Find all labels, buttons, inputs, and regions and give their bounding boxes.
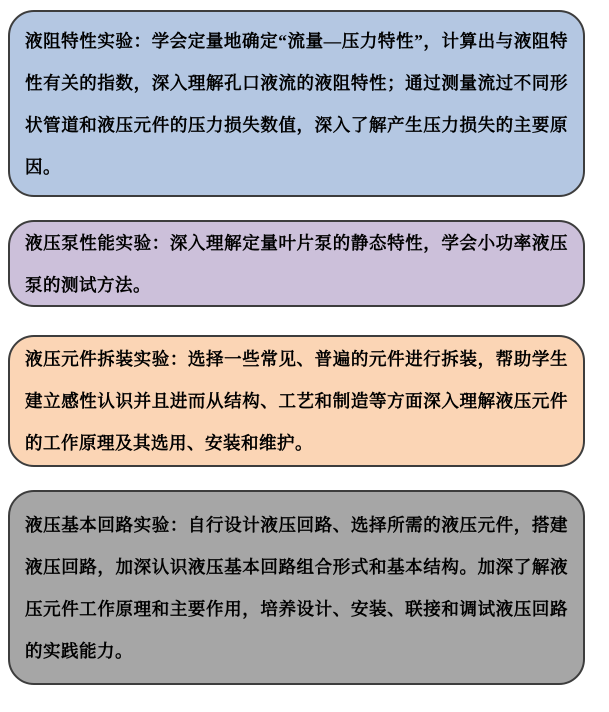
textbox-hydraulic-basic-circuit-experiment: [8, 490, 585, 685]
textbox-hydraulic-component-disassembly-text: 液压元件拆装实验：选择一些常见、普遍的元件进行拆装，帮助学生建立感性认识并且进而从结构、工艺和制造等方面深入理解液压元件的工作原理及其选用、安装和维护。: [25, 349, 568, 453]
textbox-hydraulic-resistance-experiment: [8, 10, 585, 197]
textbox-hydraulic-basic-circuit-text: 液压基本回路实验：自行设计液压回路、选择所需的液压元件，搭建液压回路，加深认识液压基本回路组合形式和基本结构。加深了解液压元件工作原理和主要作用，培养设计、安装、联接和调试液压回路的实践能力。: [25, 514, 568, 661]
textbox-hydraulic-component-disassembly-experiment: [8, 335, 585, 467]
textbox-hydraulic-resistance-text: 液阻特性实验：学会定量地确定“流量—压力特性”，计算出与液阻特性有关的指数，深入理解孔口液流的液阻特性；通过测量流过不同形状管道和液压元件的压力损失数值，深入了解产生压力损失的主要原因。: [25, 30, 568, 177]
textbox-hydraulic-pump-performance-text: 液压泵性能实验：深入理解定量叶片泵的静态特性，学会小功率液压泵的测试方法。: [25, 232, 568, 295]
textbox-hydraulic-pump-performance-experiment: [8, 220, 585, 307]
